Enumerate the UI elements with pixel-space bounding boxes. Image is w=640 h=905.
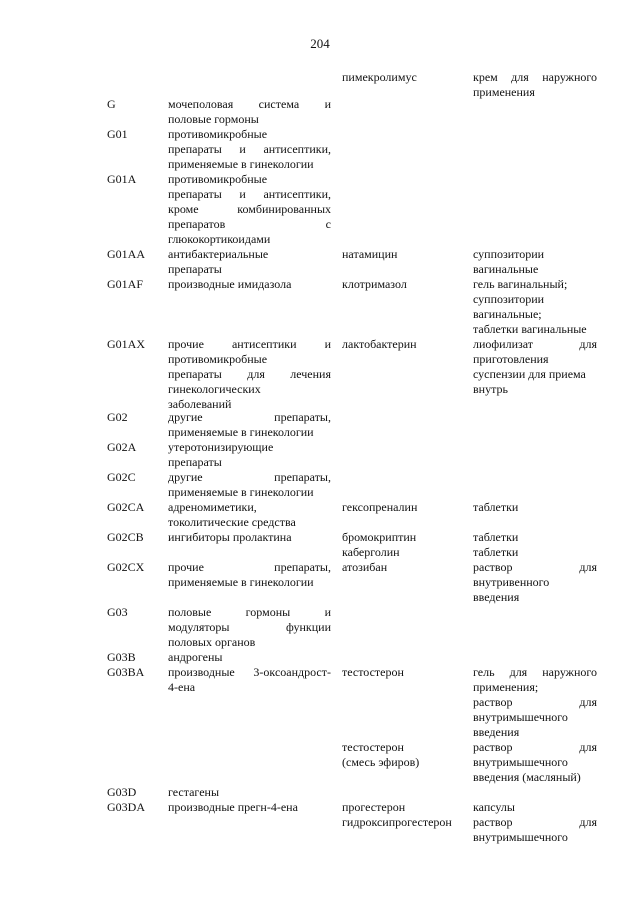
dosage-form-line: приготовления bbox=[473, 352, 549, 366]
dosage-form bbox=[473, 277, 597, 337]
dosage-form-line: лиофилизат для bbox=[473, 337, 597, 351]
group-name-line: модуляторы функции bbox=[168, 620, 331, 634]
group-name-line: препараты для лечения bbox=[168, 367, 331, 381]
drug-name bbox=[342, 740, 466, 770]
atc-code: G02CB bbox=[107, 530, 144, 544]
drug-name-line: каберголин bbox=[342, 545, 400, 559]
drug-name-line: натамицин bbox=[342, 247, 398, 261]
group-name-line: препараты и антисептики, bbox=[168, 142, 331, 156]
dosage-form-line: таблетки вагинальные bbox=[473, 322, 587, 336]
dosage-form-line: внутримышечного bbox=[473, 830, 568, 844]
dosage-form-line: таблетки bbox=[473, 545, 519, 559]
dosage-form-line: внутрь bbox=[473, 382, 508, 396]
group-name-line: глюкокортикоидами bbox=[168, 232, 271, 246]
atc-code: G02A bbox=[107, 440, 137, 454]
group-name bbox=[168, 650, 331, 665]
dosage-form-line: введения bbox=[473, 590, 520, 604]
drug-name-line: гексопреналин bbox=[342, 500, 418, 514]
group-name-line: гестагены bbox=[168, 785, 220, 799]
atc-code: G02CA bbox=[107, 500, 145, 514]
group-name-line: заболеваний bbox=[168, 397, 232, 411]
drug-name bbox=[342, 800, 466, 830]
atc-code: G01AX bbox=[107, 337, 145, 351]
group-name-line: производные прегн-4-ена bbox=[168, 800, 298, 814]
group-name-line: половые гормоны и bbox=[168, 605, 331, 619]
group-name bbox=[168, 665, 331, 695]
group-name-line: применяемые в гинекологии bbox=[168, 157, 314, 171]
atc-code: G bbox=[107, 97, 116, 111]
group-name bbox=[168, 337, 331, 412]
dosage-form-line: суппозитории bbox=[473, 247, 545, 261]
group-name-line: прочие препараты, bbox=[168, 560, 331, 574]
group-name-line: применяемые в гинекологии bbox=[168, 575, 314, 589]
atc-code: G03DA bbox=[107, 800, 145, 814]
atc-code: G02C bbox=[107, 470, 136, 484]
group-name bbox=[168, 410, 331, 440]
dosage-form-line: раствор для bbox=[473, 695, 597, 709]
atc-code: G03 bbox=[107, 605, 128, 619]
group-name-line: противомикробные bbox=[168, 172, 268, 186]
group-name-line: применяемые в гинекологии bbox=[168, 485, 314, 499]
group-name-line: утеротонизирующие bbox=[168, 440, 274, 454]
page-number: 204 bbox=[310, 36, 330, 51]
atc-code: G03B bbox=[107, 650, 136, 664]
dosage-form-line: раствор для bbox=[473, 815, 597, 829]
dosage-form-line: капсулы bbox=[473, 800, 515, 814]
group-name-line: производные 3-оксоандрост- bbox=[168, 665, 331, 679]
drug-name bbox=[342, 530, 466, 560]
dosage-form-line: введения bbox=[473, 725, 520, 739]
drug-name bbox=[342, 500, 466, 515]
atc-code: G03BA bbox=[107, 665, 145, 679]
drug-name-line: клотримазол bbox=[342, 277, 407, 291]
group-name-line: ингибиторы пролактина bbox=[168, 530, 292, 544]
group-name bbox=[168, 97, 331, 127]
group-name bbox=[168, 785, 331, 800]
group-name bbox=[168, 605, 331, 650]
group-name-line: препараты и антисептики, bbox=[168, 187, 331, 201]
group-name-line: препараты bbox=[168, 455, 222, 469]
dosage-form bbox=[473, 337, 597, 397]
group-name bbox=[168, 530, 331, 545]
dosage-form-line: раствор для bbox=[473, 560, 597, 574]
group-name-line: другие препараты, bbox=[168, 410, 331, 424]
group-name bbox=[168, 172, 331, 247]
dosage-form-line: применения; bbox=[473, 680, 539, 694]
drug-name-line: гидроксипрогестерон bbox=[342, 815, 452, 829]
group-name-line: адреномиметики, bbox=[168, 500, 257, 514]
atc-code: G01AF bbox=[107, 277, 144, 291]
group-name-line: кроме комбинированных bbox=[168, 202, 331, 216]
group-name-line: производные имидазола bbox=[168, 277, 292, 291]
dosage-form-line: введения (масляный) bbox=[473, 770, 581, 784]
group-name bbox=[168, 247, 331, 277]
atc-code: G01A bbox=[107, 172, 137, 186]
dosage-form-line: гель для наружного bbox=[473, 665, 597, 679]
atc-code: G02 bbox=[107, 410, 128, 424]
group-name-line: мочеполовая система и bbox=[168, 97, 331, 111]
group-name-line: андрогены bbox=[168, 650, 223, 664]
dosage-form-line: внутривенного bbox=[473, 575, 550, 589]
group-name-line: применяемые в гинекологии bbox=[168, 425, 314, 439]
drug-name-line: (смесь эфиров) bbox=[342, 755, 420, 769]
drug-name-line: прогестерон bbox=[342, 800, 406, 814]
drug-name-line: атозибан bbox=[342, 560, 388, 574]
group-name-line: антибактериальные bbox=[168, 247, 269, 261]
atc-code: G02CX bbox=[107, 560, 145, 574]
group-name bbox=[168, 127, 331, 172]
group-name bbox=[168, 277, 331, 292]
atc-code: G03D bbox=[107, 785, 137, 799]
dosage-form bbox=[473, 560, 597, 605]
group-name bbox=[168, 800, 331, 815]
dosage-form bbox=[473, 740, 597, 785]
group-name-line: 4-ена bbox=[168, 680, 196, 694]
drug-name-line: тестостерон bbox=[342, 665, 404, 679]
group-name bbox=[168, 440, 331, 470]
dosage-form bbox=[473, 247, 597, 277]
dosage-form bbox=[473, 530, 597, 560]
atc-code: G01 bbox=[107, 127, 128, 141]
dosage-form-line: суспензии для приема bbox=[473, 367, 586, 381]
group-name-line: половых органов bbox=[168, 635, 256, 649]
dosage-form-line: таблетки bbox=[473, 530, 519, 544]
drug-name bbox=[342, 337, 466, 352]
dosage-form-line: внутримышечного bbox=[473, 710, 568, 724]
drug-name-line: тестостерон bbox=[342, 740, 404, 754]
group-name-line: препаратов с bbox=[168, 217, 331, 231]
dosage-form-line: крем для наружного bbox=[473, 70, 597, 84]
drug-name bbox=[342, 665, 466, 680]
drug-name bbox=[342, 247, 466, 262]
drug-name bbox=[342, 560, 466, 575]
group-name-line: противомикробные bbox=[168, 352, 268, 366]
atc-code: G01AA bbox=[107, 247, 145, 261]
drug-name-line: лактобактерин bbox=[342, 337, 417, 351]
dosage-form-line: внутримышечного bbox=[473, 755, 568, 769]
drug-name-line: пимекролимус bbox=[342, 70, 417, 84]
group-name-line: противомикробные bbox=[168, 127, 268, 141]
group-name-line: токолитические средства bbox=[168, 515, 296, 529]
dosage-form-line: вагинальные; bbox=[473, 307, 542, 321]
dosage-form-line: раствор для bbox=[473, 740, 597, 754]
dosage-form bbox=[473, 665, 597, 740]
dosage-form bbox=[473, 800, 597, 845]
group-name bbox=[168, 500, 331, 530]
dosage-form bbox=[473, 500, 597, 515]
dosage-form-line: вагинальные bbox=[473, 262, 539, 276]
dosage-form-line: суппозитории bbox=[473, 292, 545, 306]
drug-name bbox=[342, 70, 466, 85]
dosage-form-line: применения bbox=[473, 85, 535, 99]
group-name-line: прочие антисептики и bbox=[168, 337, 331, 351]
dosage-form-line: гель вагинальный; bbox=[473, 277, 568, 291]
group-name bbox=[168, 560, 331, 590]
group-name-line: гинекологических bbox=[168, 382, 261, 396]
group-name-line: другие препараты, bbox=[168, 470, 331, 484]
drug-name-line: бромокриптин bbox=[342, 530, 417, 544]
dosage-form bbox=[473, 70, 597, 100]
group-name bbox=[168, 470, 331, 500]
dosage-form-line: таблетки bbox=[473, 500, 519, 514]
group-name-line: препараты bbox=[168, 262, 222, 276]
group-name-line: половые гормоны bbox=[168, 112, 259, 126]
drug-name bbox=[342, 277, 466, 292]
